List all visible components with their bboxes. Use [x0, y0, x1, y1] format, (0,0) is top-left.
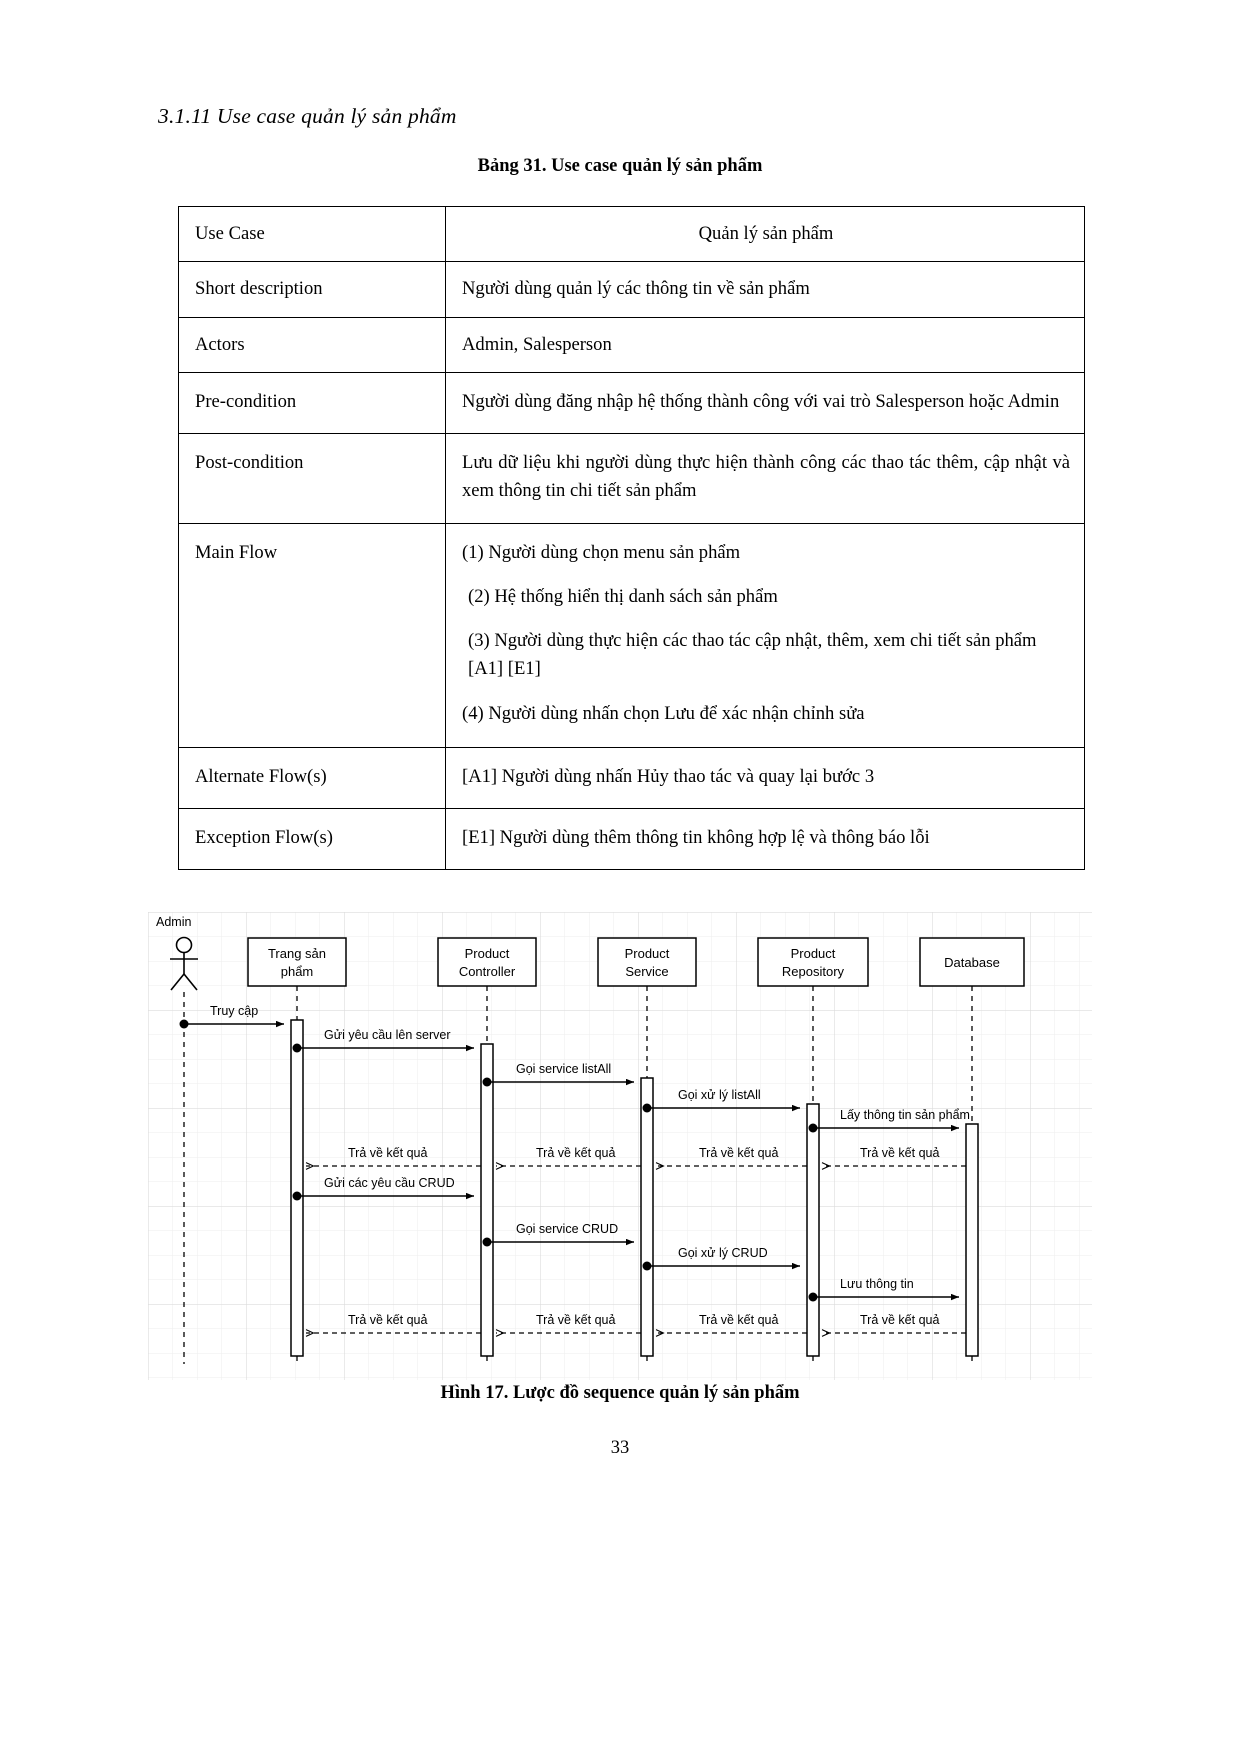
table-row [179, 747, 1085, 808]
lifeline-label: Controller [458, 964, 516, 979]
message-label: Trả về kết quả [348, 1313, 428, 1327]
lifeline-label: Trang sản [267, 946, 327, 961]
table-row [179, 372, 1085, 433]
table-row [179, 434, 1085, 524]
lifeline-label: Database [944, 955, 1000, 970]
main-flow-step: (2) Hệ thống hiển thị danh sách sản phẩm [468, 585, 778, 607]
message-label: Lấy thông tin sản phẩm [840, 1108, 970, 1122]
table-row [179, 207, 1085, 262]
lifeline-box-product-controller [438, 938, 536, 986]
table-row [179, 809, 1085, 870]
message-label: Gửi các yêu cầu CRUD [324, 1176, 455, 1190]
message-label: Gọi xử lý listAll [678, 1088, 761, 1102]
row-label: Actors [179, 317, 446, 372]
message-label: Truy cập [210, 1004, 259, 1018]
table-caption: Bảng 31. Use case quản lý sản phẩm [477, 156, 763, 176]
lifeline-box-product-repository [758, 938, 868, 986]
row-value: Admin, Salesperson [446, 317, 1085, 372]
table-row [179, 317, 1085, 372]
message-label: Trả về kết quả [699, 1146, 779, 1160]
lifeline-box-product-service [598, 938, 696, 986]
message-label: Gửi yêu cầu lên server [324, 1028, 451, 1042]
lifeline-box-database [920, 938, 1024, 986]
page-title: 3.1.11 Use case quản lý sản phẩm [158, 104, 457, 128]
main-flow-step: (1) Người dùng chọn menu sản phẩm [462, 541, 741, 563]
message-label: Gọi xử lý CRUD [678, 1246, 768, 1260]
lifeline-box-trang-san-pham [248, 938, 346, 986]
lifeline-label: Product [464, 946, 510, 961]
row-value: Người dùng đăng nhập hệ thống thành công với vai trò Salesperson hoặc Admin [446, 372, 1085, 433]
page-number: 33 [610, 1438, 630, 1458]
row-label: Pre-condition [179, 372, 446, 433]
use-case-table [178, 206, 1085, 870]
row-value: Người dùng quản lý các thông tin về sản phẩm [446, 262, 1085, 317]
message-label: Lưu thông tin [840, 1277, 914, 1291]
message-label: Trả về kết quả [860, 1146, 940, 1160]
row-label: Main Flow [179, 523, 446, 747]
row-label: Use Case [179, 207, 446, 262]
table-row [179, 262, 1085, 317]
lifeline-label: Product [790, 946, 836, 961]
message-label: Trả về kết quả [348, 1146, 428, 1160]
row-value: [A1] Người dùng nhấn Hủy thao tác và quay lại bước 3 [446, 747, 1085, 808]
lifeline-label: phẩm [280, 964, 314, 979]
table-row-main-flow [179, 523, 1085, 747]
row-label: Post-condition [179, 434, 446, 524]
lifeline-label: Service [625, 964, 669, 979]
message-label: Gọi service CRUD [516, 1222, 619, 1236]
message-label: Gọi service listAll [516, 1062, 612, 1076]
figure-caption: Hình 17. Lược đồ sequence quản lý sản phẩm [440, 1383, 800, 1403]
actor-label: Admin [156, 915, 192, 929]
message-label: Trả về kết quả [699, 1313, 779, 1327]
message-label: Trả về kết quả [536, 1146, 616, 1160]
main-flow-step: (4) Người dùng nhấn chọn Lưu để xác nhận chỉnh sửa [462, 702, 865, 724]
row-label: Short description [179, 262, 446, 317]
lifeline-label: Repository [781, 964, 845, 979]
message-label: Trả về kết quả [536, 1313, 616, 1327]
message-label: Trả về kết quả [860, 1313, 940, 1327]
row-value: Lưu dữ liệu khi người dùng thực hiện thành công các thao tác thêm, cập nhật và xem thông tin chi tiết sản phẩm [446, 434, 1085, 524]
row-value [446, 523, 1085, 747]
row-value: [E1] Người dùng thêm thông tin không hợp lệ và thông báo lỗi [446, 809, 1085, 870]
row-label: Alternate Flow(s) [179, 747, 446, 808]
main-flow-step: (3) Người dùng thực hiện các thao tác cập nhật, thêm, xem chi tiết sản phẩm [A1] [E1] [468, 630, 1037, 680]
sequence-diagram [148, 912, 1092, 1380]
row-value: Quản lý sản phẩm [446, 207, 1085, 262]
lifeline-label: Product [624, 946, 670, 961]
row-label: Exception Flow(s) [179, 809, 446, 870]
